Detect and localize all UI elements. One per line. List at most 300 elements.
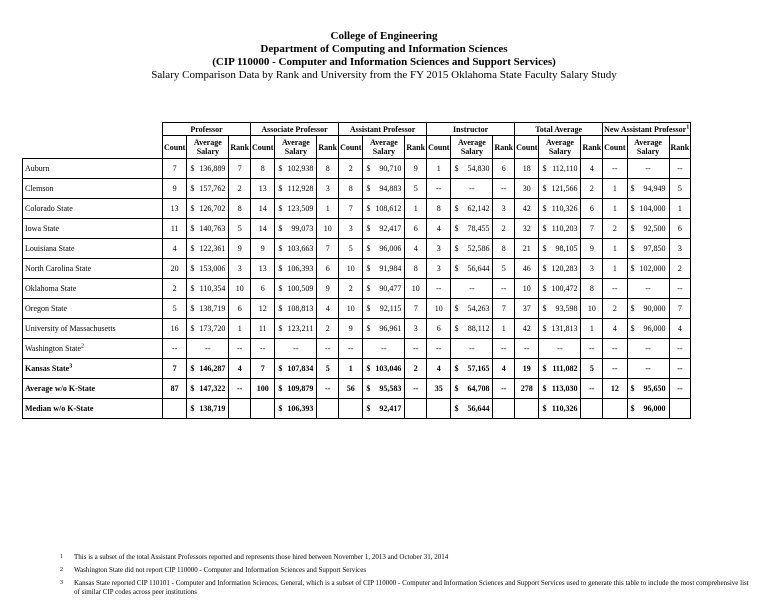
table-row <box>23 239 691 259</box>
footnotes <box>60 553 750 601</box>
salary-cell: $ 90,477 <box>363 279 405 299</box>
rank-cell <box>229 399 251 419</box>
table-row <box>23 359 691 379</box>
count-cell: -- <box>427 179 451 199</box>
salary-cell: -- <box>627 279 669 299</box>
salary-cell: -- <box>627 339 669 359</box>
table-row <box>23 319 691 339</box>
count-cell: 11 <box>163 219 187 239</box>
table-row <box>23 219 691 239</box>
count-cell: 2 <box>339 279 363 299</box>
count-cell: 8 <box>251 159 275 179</box>
salary-cell: $ 95,583 <box>363 379 405 399</box>
footnote-marker: 3 <box>69 363 73 370</box>
count-cell: 30 <box>515 179 539 199</box>
col-rank-header: Rank <box>405 136 427 159</box>
salary-cell: -- <box>451 279 493 299</box>
rank-cell <box>581 399 603 419</box>
title-study: Salary Comparison Data by Rank and University from the FY 2015 Oklahoma State Faculty Salary Study <box>151 69 617 81</box>
rank-cell: 7 <box>493 299 515 319</box>
count-cell: 10 <box>515 279 539 299</box>
rank-cell <box>405 399 427 419</box>
count-cell: 2 <box>603 219 627 239</box>
count-cell: 1 <box>603 179 627 199</box>
count-cell <box>251 399 275 419</box>
salary-cell: $ 102,938 <box>275 159 317 179</box>
count-cell: 7 <box>339 199 363 219</box>
salary-cell: -- <box>451 339 493 359</box>
rank-cell: 9 <box>317 279 339 299</box>
rank-cell: -- <box>317 379 339 399</box>
title-cip: (CIP 110000 - Computer and Information Sciences and Support Services) <box>212 56 556 68</box>
institution-name: Colorado State <box>23 199 163 219</box>
count-cell: 87 <box>163 379 187 399</box>
rank-cell: -- <box>581 339 603 359</box>
rank-cell: 1 <box>317 199 339 219</box>
rank-cell <box>493 399 515 419</box>
rank-cell: 3 <box>581 259 603 279</box>
salary-cell: $ 110,326 <box>539 199 581 219</box>
count-cell: 10 <box>339 299 363 319</box>
rank-cell: 2 <box>317 319 339 339</box>
count-cell <box>515 399 539 419</box>
salary-cell: $ 92,115 <box>363 299 405 319</box>
col-rank-header: Rank <box>493 136 515 159</box>
rank-cell: -- <box>669 339 691 359</box>
count-cell: -- <box>339 339 363 359</box>
count-cell: 3 <box>427 259 451 279</box>
table-row <box>23 179 691 199</box>
count-cell: 3 <box>427 239 451 259</box>
salary-cell: $ 136,889 <box>187 159 229 179</box>
count-cell: 278 <box>515 379 539 399</box>
col-count-header: Count <box>515 136 539 159</box>
col-count-header: Count <box>339 136 363 159</box>
rank-cell <box>317 399 339 419</box>
count-cell: 13 <box>163 199 187 219</box>
count-cell: 2 <box>603 299 627 319</box>
institution-name: Auburn <box>23 159 163 179</box>
group-new-assistant-label: New Assistant Professor <box>604 124 687 134</box>
salary-cell: $ 110,203 <box>539 219 581 239</box>
count-cell: -- <box>251 339 275 359</box>
salary-cell: $ 94,883 <box>363 179 405 199</box>
institution-name: Average w/o K-State <box>23 379 163 399</box>
salary-cell: $ 99,073 <box>275 219 317 239</box>
rank-cell: 6 <box>229 299 251 319</box>
report-titles <box>0 30 768 82</box>
salary-cell: $ 108,612 <box>363 199 405 219</box>
salary-cell: $ 98,105 <box>539 239 581 259</box>
group-instructor: Instructor <box>427 123 515 136</box>
salary-cell: $ 100,472 <box>539 279 581 299</box>
count-cell: 8 <box>339 179 363 199</box>
count-cell: 4 <box>427 359 451 379</box>
salary-cell: $ 122,361 <box>187 239 229 259</box>
salary-cell: $ 126,702 <box>187 199 229 219</box>
count-cell: 16 <box>163 319 187 339</box>
salary-cell: $ 54,830 <box>451 159 493 179</box>
footnote-marker: 2 <box>81 343 85 350</box>
rank-cell: -- <box>229 379 251 399</box>
salary-cell: $ 140,763 <box>187 219 229 239</box>
count-cell: 12 <box>603 379 627 399</box>
rank-cell: 9 <box>229 239 251 259</box>
rank-cell: 2 <box>229 179 251 199</box>
table-row <box>23 259 691 279</box>
rank-cell: 2 <box>669 259 691 279</box>
rank-cell: 10 <box>229 279 251 299</box>
table-row <box>23 299 691 319</box>
count-cell: 6 <box>251 279 275 299</box>
rank-cell: 5 <box>405 179 427 199</box>
count-cell: -- <box>603 359 627 379</box>
salary-cell: $ 113,030 <box>539 379 581 399</box>
rank-cell: 2 <box>493 219 515 239</box>
salary-cell: $ 64,708 <box>451 379 493 399</box>
salary-cell: $ 146,287 <box>187 359 229 379</box>
salary-cell: $ 96,006 <box>363 239 405 259</box>
salary-cell: -- <box>187 339 229 359</box>
rank-cell: 4 <box>581 159 603 179</box>
footnote-marker: 1 <box>686 123 690 130</box>
salary-cell: $ 56,644 <box>451 399 493 419</box>
salary-cell: $ 94,949 <box>627 179 669 199</box>
salary-cell: $ 123,211 <box>275 319 317 339</box>
col-count-header: Count <box>603 136 627 159</box>
salary-cell: $ 88,112 <box>451 319 493 339</box>
rank-cell: 1 <box>493 319 515 339</box>
col-rank-header: Rank <box>317 136 339 159</box>
table-row <box>23 279 691 299</box>
count-cell: 3 <box>339 219 363 239</box>
count-cell: -- <box>515 339 539 359</box>
rank-cell: 10 <box>581 299 603 319</box>
rank-cell: 8 <box>405 259 427 279</box>
salary-cell: $ 138,719 <box>187 299 229 319</box>
col-rank-header: Rank <box>669 136 691 159</box>
salary-cell: $ 120,283 <box>539 259 581 279</box>
rank-cell: 1 <box>581 319 603 339</box>
rank-cell: 7 <box>581 219 603 239</box>
count-cell: 12 <box>251 299 275 319</box>
col-count-header: Count <box>251 136 275 159</box>
title-department: Department of Computing and Information Sciences <box>260 43 508 55</box>
group-total: Total Average <box>515 123 603 136</box>
institution-name: Iowa State <box>23 219 163 239</box>
rank-cell: -- <box>669 159 691 179</box>
rank-cell: 1 <box>669 199 691 219</box>
rank-cell: 2 <box>405 359 427 379</box>
count-cell: 8 <box>427 199 451 219</box>
count-cell: -- <box>163 339 187 359</box>
count-cell: 10 <box>339 259 363 279</box>
salary-cell: -- <box>627 359 669 379</box>
rank-cell: 4 <box>669 319 691 339</box>
rank-cell: 8 <box>229 199 251 219</box>
col-salary-header: Average Salary <box>187 136 229 159</box>
count-cell: 1 <box>603 239 627 259</box>
count-cell: 32 <box>515 219 539 239</box>
rank-cell: 6 <box>581 199 603 219</box>
rank-cell: 5 <box>229 219 251 239</box>
salary-cell: $ 96,000 <box>627 399 669 419</box>
salary-cell: $ 106,393 <box>275 399 317 419</box>
count-cell: 37 <box>515 299 539 319</box>
count-cell: 14 <box>251 219 275 239</box>
count-cell: 46 <box>515 259 539 279</box>
rank-cell: -- <box>493 379 515 399</box>
rank-cell: 3 <box>405 319 427 339</box>
count-cell: 7 <box>163 359 187 379</box>
salary-cell: $ 92,500 <box>627 219 669 239</box>
salary-cell: $ 96,000 <box>627 319 669 339</box>
institution-name: Oklahoma State <box>23 279 163 299</box>
sub-header-row <box>23 136 691 159</box>
group-professor: Professor <box>163 123 251 136</box>
salary-cell: $ 103,046 <box>363 359 405 379</box>
col-rank-header: Rank <box>581 136 603 159</box>
rank-cell: 8 <box>581 279 603 299</box>
salary-cell: $ 97,850 <box>627 239 669 259</box>
rank-cell: -- <box>405 379 427 399</box>
institution-name: Louisiana State <box>23 239 163 259</box>
salary-cell: $ 62,142 <box>451 199 493 219</box>
col-rank-header: Rank <box>229 136 251 159</box>
group-assistant: Assistant Professor <box>339 123 427 136</box>
salary-cell: $ 100,509 <box>275 279 317 299</box>
rank-cell: 1 <box>229 319 251 339</box>
count-cell: 4 <box>603 319 627 339</box>
rank-cell: 3 <box>229 259 251 279</box>
salary-cell: $ 103,663 <box>275 239 317 259</box>
count-cell <box>427 399 451 419</box>
count-cell: -- <box>603 159 627 179</box>
count-cell: 7 <box>163 159 187 179</box>
rank-cell: -- <box>669 359 691 379</box>
rank-cell: 7 <box>317 239 339 259</box>
count-cell: 2 <box>163 279 187 299</box>
salary-cell: $ 90,710 <box>363 159 405 179</box>
count-cell: 2 <box>339 159 363 179</box>
salary-cell: $ 91,984 <box>363 259 405 279</box>
rank-cell: 4 <box>229 359 251 379</box>
count-cell: 56 <box>339 379 363 399</box>
rank-cell: 5 <box>317 359 339 379</box>
group-associate: Associate Professor <box>251 123 339 136</box>
rank-cell: 6 <box>317 259 339 279</box>
rank-cell <box>669 399 691 419</box>
rank-cell: 4 <box>317 299 339 319</box>
col-salary-header: Average Salary <box>627 136 669 159</box>
salary-cell: $ 111,082 <box>539 359 581 379</box>
salary-cell: -- <box>539 339 581 359</box>
rank-cell: -- <box>669 379 691 399</box>
salary-cell: $ 96,961 <box>363 319 405 339</box>
count-cell: 100 <box>251 379 275 399</box>
rank-cell: 8 <box>493 239 515 259</box>
rank-cell: 6 <box>669 219 691 239</box>
salary-cell: $ 90,000 <box>627 299 669 319</box>
salary-cell: $ 54,263 <box>451 299 493 319</box>
title-college: College of Engineering <box>330 30 438 42</box>
salary-cell: $ 110,326 <box>539 399 581 419</box>
col-salary-header: Average Salary <box>539 136 581 159</box>
col-salary-header: Average Salary <box>451 136 493 159</box>
institution-name: North Carolina State <box>23 259 163 279</box>
salary-cell: -- <box>627 159 669 179</box>
rank-cell: 3 <box>317 179 339 199</box>
institution-name: Kansas State$^3$ <box>23 359 163 379</box>
count-cell <box>339 399 363 419</box>
salary-cell: $ 121,566 <box>539 179 581 199</box>
col-salary-header: Average Salary <box>363 136 405 159</box>
salary-cell: $ 138,719 <box>187 399 229 419</box>
salary-cell: $ 112,110 <box>539 159 581 179</box>
count-cell: 9 <box>163 179 187 199</box>
rank-cell: 1 <box>405 199 427 219</box>
rank-cell: 10 <box>405 279 427 299</box>
count-cell: 1 <box>603 259 627 279</box>
salary-cell: $ 56,644 <box>451 259 493 279</box>
salary-cell: $ 110,354 <box>187 279 229 299</box>
count-cell: 5 <box>339 239 363 259</box>
count-cell: 42 <box>515 199 539 219</box>
rank-cell: 3 <box>493 199 515 219</box>
table-row <box>23 199 691 219</box>
rank-cell: 4 <box>405 239 427 259</box>
rank-cell: 5 <box>493 259 515 279</box>
count-cell: -- <box>603 279 627 299</box>
rank-cell: 4 <box>493 359 515 379</box>
footnote: 3 Kansas State reported CIP 110101 - Computer and Information Sciences, General, which is a subset of CIP 110000 - Computer and Information Sciences and Support Services used to generate this table to include the most comprehensive list of similar CIP codes across peer institutions <box>60 579 749 596</box>
count-cell: 14 <box>251 199 275 219</box>
summary-row <box>23 379 691 399</box>
rank-cell: -- <box>229 339 251 359</box>
count-cell: 1 <box>339 359 363 379</box>
salary-table <box>22 122 691 419</box>
salary-cell: -- <box>363 339 405 359</box>
col-salary-header: Average Salary <box>275 136 317 159</box>
rank-cell: 10 <box>317 219 339 239</box>
institution-name: University of Massachusetts <box>23 319 163 339</box>
institution-name: Clemson <box>23 179 163 199</box>
salary-cell: $ 112,928 <box>275 179 317 199</box>
salary-cell: $ 104,000 <box>627 199 669 219</box>
rank-cell: 9 <box>405 159 427 179</box>
count-cell: 6 <box>427 319 451 339</box>
count-cell: 13 <box>251 259 275 279</box>
count-cell: 21 <box>515 239 539 259</box>
salary-cell: $ 153,006 <box>187 259 229 279</box>
salary-cell: $ 102,000 <box>627 259 669 279</box>
group-header-row <box>23 123 691 136</box>
salary-cell: $ 147,322 <box>187 379 229 399</box>
rank-cell: -- <box>669 279 691 299</box>
col-count-header: Count <box>163 136 187 159</box>
count-cell: 9 <box>251 239 275 259</box>
count-cell: 11 <box>251 319 275 339</box>
count-cell: 1 <box>603 199 627 219</box>
count-cell: 4 <box>163 239 187 259</box>
rank-cell: 9 <box>581 239 603 259</box>
count-cell: 20 <box>163 259 187 279</box>
salary-cell: $ 131,813 <box>539 319 581 339</box>
count-cell <box>603 399 627 419</box>
count-cell: 4 <box>427 219 451 239</box>
group-new-assistant <box>603 123 691 136</box>
salary-cell: $ 107,834 <box>275 359 317 379</box>
count-cell: 18 <box>515 159 539 179</box>
rank-cell: 6 <box>405 219 427 239</box>
rank-cell: -- <box>581 379 603 399</box>
institution-name: Washington State$^2$ <box>23 339 163 359</box>
salary-cell: -- <box>451 179 493 199</box>
salary-cell: $ 93,598 <box>539 299 581 319</box>
salary-cell: -- <box>275 339 317 359</box>
count-cell <box>163 399 187 419</box>
salary-cell: $ 95,650 <box>627 379 669 399</box>
institution-name: Oregon State <box>23 299 163 319</box>
rank-cell: 6 <box>493 159 515 179</box>
rank-cell: 3 <box>669 239 691 259</box>
summary-row <box>23 399 691 419</box>
count-cell: 13 <box>251 179 275 199</box>
salary-cell: $ 108,813 <box>275 299 317 319</box>
institution-name: Median w/o K-State <box>23 399 163 419</box>
salary-cell: $ 92,417 <box>363 399 405 419</box>
count-cell: 19 <box>515 359 539 379</box>
rank-cell: -- <box>493 179 515 199</box>
rank-cell: 5 <box>581 359 603 379</box>
salary-cell: $ 106,393 <box>275 259 317 279</box>
count-cell: -- <box>427 339 451 359</box>
count-cell: 5 <box>163 299 187 319</box>
count-cell: -- <box>427 279 451 299</box>
rank-cell: -- <box>493 279 515 299</box>
salary-cell: $ 157,762 <box>187 179 229 199</box>
salary-cell: $ 123,509 <box>275 199 317 219</box>
salary-cell: $ 109,879 <box>275 379 317 399</box>
rank-cell: 7 <box>405 299 427 319</box>
count-cell: 35 <box>427 379 451 399</box>
footnote: 1 This is a subset of the total Assistant Professors reported and represents those hired between November 1, 2013 and October 31, 2014 <box>60 553 449 561</box>
table-row <box>23 339 691 359</box>
count-cell: 7 <box>251 359 275 379</box>
rank-cell: -- <box>493 339 515 359</box>
count-cell: 42 <box>515 319 539 339</box>
count-cell: 10 <box>427 299 451 319</box>
footnote: 2 Washington State did not report CIP 110000 - Computer and Information Sciences and Support Services <box>60 566 367 574</box>
salary-cell: $ 92,417 <box>363 219 405 239</box>
salary-cell: $ 57,165 <box>451 359 493 379</box>
rank-cell: 7 <box>669 299 691 319</box>
rank-cell: 5 <box>669 179 691 199</box>
count-cell: -- <box>603 339 627 359</box>
rank-cell: 2 <box>581 179 603 199</box>
rank-cell: 7 <box>229 159 251 179</box>
col-count-header: Count <box>427 136 451 159</box>
salary-cell: $ 173,720 <box>187 319 229 339</box>
rank-cell: -- <box>405 339 427 359</box>
table-row <box>23 159 691 179</box>
salary-cell: $ 78,455 <box>451 219 493 239</box>
table-body <box>23 159 691 419</box>
count-cell: 1 <box>427 159 451 179</box>
salary-cell: $ 52,586 <box>451 239 493 259</box>
rank-cell: 8 <box>317 159 339 179</box>
count-cell: 9 <box>339 319 363 339</box>
